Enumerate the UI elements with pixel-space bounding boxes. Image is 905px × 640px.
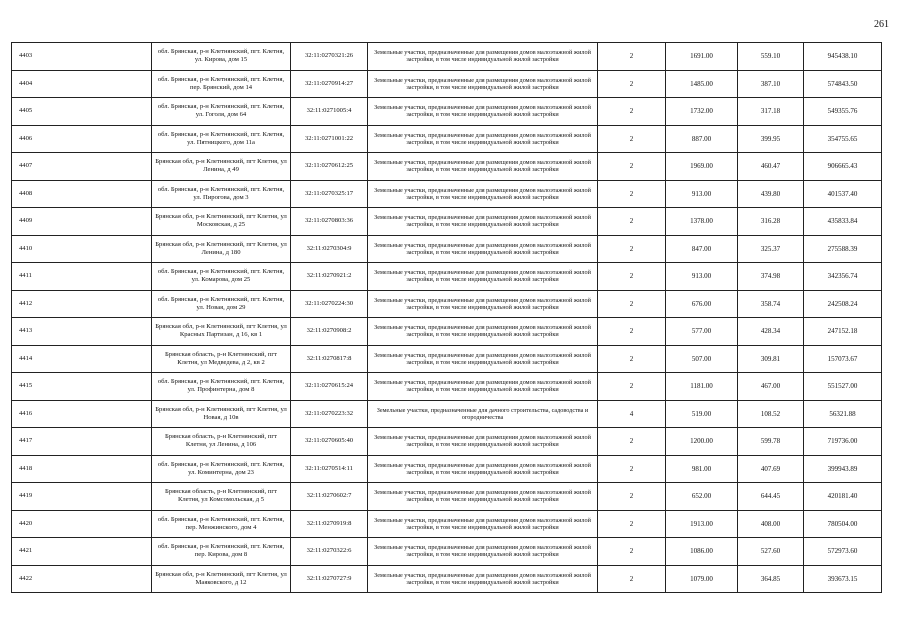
group-number-cell: 2 — [598, 180, 666, 208]
cadastral-number-cell: 32:11:0270321:26 — [291, 43, 368, 71]
row-number-cell: 4408 — [12, 180, 152, 208]
address-cell: обл. Брянская, р-н Клетнянский, пгт. Клетня, пер. Кирова, дом 8 — [152, 538, 291, 566]
permitted-use-cell: Земельные участки, предназначенные для размещения домов малоэтажной жилой застройки, в том числе индивидуальной жилой застройки — [368, 70, 598, 98]
group-number-cell: 2 — [598, 235, 666, 263]
table-row — [12, 428, 882, 456]
cadastral-number-cell: 32:11:0270304:9 — [291, 235, 368, 263]
cadastral-number-cell: 32:11:0270514:11 — [291, 455, 368, 483]
specific-value-cell: 317.18 — [738, 98, 804, 126]
cadastral-number-cell: 32:11:0270322:6 — [291, 538, 368, 566]
area-cell: 1200.00 — [666, 428, 738, 456]
table-row — [12, 318, 882, 346]
cadastral-number-cell: 32:11:0270914:27 — [291, 70, 368, 98]
address-cell: Брянская область, р-н Клетнянский, пгт Клетня, ул Ленина, д 106 — [152, 428, 291, 456]
area-cell: 847.00 — [666, 235, 738, 263]
area-cell: 887.00 — [666, 125, 738, 153]
permitted-use-cell: Земельные участки, предназначенные для размещения домов малоэтажной жилой застройки, в том числе индивидуальной жилой застройки — [368, 538, 598, 566]
permitted-use-cell: Земельные участки, предназначенные для размещения домов малоэтажной жилой застройки, в том числе индивидуальной жилой застройки — [368, 428, 598, 456]
row-number-cell: 4410 — [12, 235, 152, 263]
address-cell: Брянская обл, р-н Клетнянский, пгт Клетня, ул Маяковского, д 12 — [152, 565, 291, 593]
group-number-cell: 2 — [598, 483, 666, 511]
permitted-use-cell: Земельные участки, предназначенные для размещения домов малоэтажной жилой застройки, в том числе индивидуальной жилой застройки — [368, 318, 598, 346]
specific-value-cell: 316.28 — [738, 208, 804, 236]
address-cell: обл. Брянская, р-н Клетнянский, пгт. Клетня, ул. Новая, дом 29 — [152, 290, 291, 318]
cadastral-number-cell: 32:11:0270908:2 — [291, 318, 368, 346]
row-number-cell: 4406 — [12, 125, 152, 153]
specific-value-cell: 399.95 — [738, 125, 804, 153]
table-row — [12, 125, 882, 153]
cadastral-number-cell: 32:11:0270223:32 — [291, 400, 368, 428]
area-cell: 577.00 — [666, 318, 738, 346]
address-cell: обл. Брянская, р-н Клетнянский, пгт. Клетня, ул. Пирогова, дом 3 — [152, 180, 291, 208]
address-cell: Брянская область, р-н Клетнянский, пгт Клетня, ул Комсомольская, д 5 — [152, 483, 291, 511]
specific-value-cell: 358.74 — [738, 290, 804, 318]
address-cell: Брянская область, р-н Клетнянский, пгт Клетня, ул Медведева, д 2, кв 2 — [152, 345, 291, 373]
row-number-cell: 4411 — [12, 263, 152, 291]
cadastral-number-cell: 32:11:0270224:30 — [291, 290, 368, 318]
cadastral-value-cell: 551527.00 — [804, 373, 882, 401]
row-number-cell: 4409 — [12, 208, 152, 236]
cadastral-value-cell: 393673.15 — [804, 565, 882, 593]
area-cell: 1691.00 — [666, 43, 738, 71]
cadastral-value-cell: 945438.10 — [804, 43, 882, 71]
area-cell: 1913.00 — [666, 510, 738, 538]
row-number-cell: 4413 — [12, 318, 152, 346]
group-number-cell: 2 — [598, 345, 666, 373]
table-row — [12, 345, 882, 373]
group-number-cell: 2 — [598, 208, 666, 236]
specific-value-cell: 364.85 — [738, 565, 804, 593]
cadastral-value-cell: 420181.40 — [804, 483, 882, 511]
permitted-use-cell: Земельные участки, предназначенные для размещения домов малоэтажной жилой застройки, в том числе индивидуальной жилой застройки — [368, 290, 598, 318]
cadastral-number-cell: 32:11:0270817:8 — [291, 345, 368, 373]
cadastral-value-cell: 342356.74 — [804, 263, 882, 291]
group-number-cell: 2 — [598, 290, 666, 318]
cadastral-value-cell: 574843.50 — [804, 70, 882, 98]
address-cell: обл. Брянская, р-н Клетнянский, пгт. Клетня, ул. Пятницкого, дом 11а — [152, 125, 291, 153]
area-cell: 1485.00 — [666, 70, 738, 98]
group-number-cell: 2 — [598, 510, 666, 538]
cadastral-value-cell: 780504.00 — [804, 510, 882, 538]
specific-value-cell: 108.52 — [738, 400, 804, 428]
cadastral-value-cell: 572973.60 — [804, 538, 882, 566]
table-row — [12, 565, 882, 593]
specific-value-cell: 325.37 — [738, 235, 804, 263]
address-cell: обл. Брянская, р-н Клетнянский, пгт. Клетня, ул. Кирова, дом 15 — [152, 43, 291, 71]
group-number-cell: 2 — [598, 263, 666, 291]
specific-value-cell: 559.10 — [738, 43, 804, 71]
address-cell: Брянская обл, р-н Клетнянский, пгт Клетня, ул Красных Партизан, д 16, кв 1 — [152, 318, 291, 346]
table-row — [12, 208, 882, 236]
row-number-cell: 4407 — [12, 153, 152, 181]
address-cell: обл. Брянская, р-н Клетнянский, пгт. Клетня, ул. Профинтерна, дом 8 — [152, 373, 291, 401]
address-cell: Брянская обл, р-н Клетнянский, пгт Клетня, ул Новая, д 10в — [152, 400, 291, 428]
specific-value-cell: 644.45 — [738, 483, 804, 511]
cadastral-value-cell: 399943.89 — [804, 455, 882, 483]
area-cell: 913.00 — [666, 263, 738, 291]
group-number-cell: 2 — [598, 455, 666, 483]
row-number-cell: 4417 — [12, 428, 152, 456]
row-number-cell: 4405 — [12, 98, 152, 126]
address-cell: обл. Брянская, р-н Клетнянский, пгт. Клетня, ул. Комарова, дом 25 — [152, 263, 291, 291]
permitted-use-cell: Земельные участки, предназначенные для размещения домов малоэтажной жилой застройки, в том числе индивидуальной жилой застройки — [368, 43, 598, 71]
cadastral-value-cell: 549355.76 — [804, 98, 882, 126]
group-number-cell: 2 — [598, 125, 666, 153]
specific-value-cell: 408.00 — [738, 510, 804, 538]
specific-value-cell: 467.00 — [738, 373, 804, 401]
cadastral-number-cell: 32:11:0270803:36 — [291, 208, 368, 236]
group-number-cell: 2 — [598, 153, 666, 181]
cadastral-number-cell: 32:11:0270727:9 — [291, 565, 368, 593]
table-row — [12, 180, 882, 208]
row-number-cell: 4412 — [12, 290, 152, 318]
cadastral-value-cell: 242508.24 — [804, 290, 882, 318]
table-row — [12, 373, 882, 401]
permitted-use-cell: Земельные участки, предназначенные для размещения домов малоэтажной жилой застройки, в том числе индивидуальной жилой застройки — [368, 98, 598, 126]
group-number-cell: 2 — [598, 43, 666, 71]
group-number-cell: 2 — [598, 538, 666, 566]
address-cell: обл. Брянская, р-н Клетнянский, пгт. Клетня, пер. Менжинского, дом 4 — [152, 510, 291, 538]
specific-value-cell: 428.34 — [738, 318, 804, 346]
cadastral-value-cell: 906665.43 — [804, 153, 882, 181]
area-cell: 507.00 — [666, 345, 738, 373]
cadastral-value-cell: 247152.18 — [804, 318, 882, 346]
permitted-use-cell: Земельные участки, предназначенные для размещения домов малоэтажной жилой застройки, в том числе индивидуальной жилой застройки — [368, 345, 598, 373]
address-cell: Брянская обл, р-н Клетнянский, пгт Клетня, ул Ленина, д 49 — [152, 153, 291, 181]
permitted-use-cell: Земельные участки, предназначенные для размещения домов малоэтажной жилой застройки, в том числе индивидуальной жилой застройки — [368, 510, 598, 538]
row-number-cell: 4415 — [12, 373, 152, 401]
permitted-use-cell: Земельные участки, предназначенные для размещения домов малоэтажной жилой застройки, в том числе индивидуальной жилой застройки — [368, 180, 598, 208]
table-body — [12, 43, 882, 593]
area-cell: 1732.00 — [666, 98, 738, 126]
address-cell: обл. Брянская, р-н Клетнянский, пгт. Клетня, ул. Коминтерна, дом 23 — [152, 455, 291, 483]
table-row — [12, 538, 882, 566]
row-number-cell: 4421 — [12, 538, 152, 566]
permitted-use-cell: Земельные участки, предназначенные для размещения домов малоэтажной жилой застройки, в том числе индивидуальной жилой застройки — [368, 455, 598, 483]
cadastral-value-cell: 157073.67 — [804, 345, 882, 373]
cadastral-number-cell: 32:11:0270919:8 — [291, 510, 368, 538]
table-row — [12, 510, 882, 538]
group-number-cell: 2 — [598, 428, 666, 456]
group-number-cell: 4 — [598, 400, 666, 428]
address-cell: Брянская обл, р-н Клетнянский, пгт Клетня, ул Московская, д 25 — [152, 208, 291, 236]
group-number-cell: 2 — [598, 70, 666, 98]
row-number-cell: 4420 — [12, 510, 152, 538]
area-cell: 1079.00 — [666, 565, 738, 593]
area-cell: 913.00 — [666, 180, 738, 208]
specific-value-cell: 407.69 — [738, 455, 804, 483]
specific-value-cell: 527.60 — [738, 538, 804, 566]
area-cell: 676.00 — [666, 290, 738, 318]
group-number-cell: 2 — [598, 565, 666, 593]
table-row — [12, 263, 882, 291]
permitted-use-cell: Земельные участки, предназначенные для размещения домов малоэтажной жилой застройки, в том числе индивидуальной жилой застройки — [368, 235, 598, 263]
table-row — [12, 235, 882, 263]
area-cell: 519.00 — [666, 400, 738, 428]
cadastral-number-cell: 32:11:0270921:2 — [291, 263, 368, 291]
cadastral-number-cell: 32:11:0270612:25 — [291, 153, 368, 181]
specific-value-cell: 374.98 — [738, 263, 804, 291]
cadastral-value-cell: 401537.40 — [804, 180, 882, 208]
table-row — [12, 153, 882, 181]
table-row — [12, 400, 882, 428]
table-row — [12, 455, 882, 483]
cadastral-number-cell: 32:11:0270605:40 — [291, 428, 368, 456]
cadastral-value-cell: 435833.84 — [804, 208, 882, 236]
cadastral-value-cell: 56321.88 — [804, 400, 882, 428]
group-number-cell: 2 — [598, 373, 666, 401]
permitted-use-cell: Земельные участки, предназначенные для размещения домов малоэтажной жилой застройки, в том числе индивидуальной жилой застройки — [368, 373, 598, 401]
group-number-cell: 2 — [598, 98, 666, 126]
table-row — [12, 483, 882, 511]
cadastral-value-cell: 275588.39 — [804, 235, 882, 263]
page-number: 261 — [874, 19, 889, 30]
address-cell: обл. Брянская, р-н Клетнянский, пгт. Клетня, ул. Гоголя, дом 64 — [152, 98, 291, 126]
group-number-cell: 2 — [598, 318, 666, 346]
specific-value-cell: 460.47 — [738, 153, 804, 181]
row-number-cell: 4422 — [12, 565, 152, 593]
permitted-use-cell: Земельные участки, предназначенные для размещения домов малоэтажной жилой застройки, в том числе индивидуальной жилой застройки — [368, 208, 598, 236]
row-number-cell: 4418 — [12, 455, 152, 483]
permitted-use-cell: Земельные участки, предназначенные для размещения домов малоэтажной жилой застройки, в том числе индивидуальной жилой застройки — [368, 263, 598, 291]
area-cell: 652.00 — [666, 483, 738, 511]
table-row — [12, 70, 882, 98]
table-row — [12, 43, 882, 71]
specific-value-cell: 439.80 — [738, 180, 804, 208]
cadastral-value-table — [11, 42, 882, 593]
permitted-use-cell: Земельные участки, предназначенные для размещения домов малоэтажной жилой застройки, в том числе индивидуальной жилой застройки — [368, 565, 598, 593]
cadastral-value-cell: 719736.00 — [804, 428, 882, 456]
cadastral-number-cell: 32:11:0270325:17 — [291, 180, 368, 208]
table-row — [12, 290, 882, 318]
permitted-use-cell: Земельные участки, предназначенные для размещения домов малоэтажной жилой застройки, в том числе индивидуальной жилой застройки — [368, 153, 598, 181]
permitted-use-cell: Земельные участки, предназначенные для размещения домов малоэтажной жилой застройки, в том числе индивидуальной жилой застройки — [368, 483, 598, 511]
area-cell: 1181.00 — [666, 373, 738, 401]
permitted-use-cell: Земельные участки, предназначенные для размещения домов малоэтажной жилой застройки, в том числе индивидуальной жилой застройки — [368, 125, 598, 153]
specific-value-cell: 599.78 — [738, 428, 804, 456]
specific-value-cell: 309.81 — [738, 345, 804, 373]
area-cell: 1969.00 — [666, 153, 738, 181]
cadastral-number-cell: 32:11:0271005:4 — [291, 98, 368, 126]
row-number-cell: 4404 — [12, 70, 152, 98]
address-cell: Брянская обл, р-н Клетнянский, пгт Клетня, ул Ленина, д 180 — [152, 235, 291, 263]
cadastral-number-cell: 32:11:0270602:7 — [291, 483, 368, 511]
specific-value-cell: 387.10 — [738, 70, 804, 98]
address-cell: обл. Брянская, р-н Клетнянский, пгт. Клетня, пер. Брянский, дом 14 — [152, 70, 291, 98]
area-cell: 981.00 — [666, 455, 738, 483]
cadastral-number-cell: 32:11:0271001:22 — [291, 125, 368, 153]
row-number-cell: 4416 — [12, 400, 152, 428]
cadastral-value-cell: 354755.65 — [804, 125, 882, 153]
row-number-cell: 4419 — [12, 483, 152, 511]
table-row — [12, 98, 882, 126]
area-cell: 1086.00 — [666, 538, 738, 566]
row-number-cell: 4403 — [12, 43, 152, 71]
cadastral-number-cell: 32:11:0270615:24 — [291, 373, 368, 401]
permitted-use-cell: Земельные участки, предназначенные для дачного строительства, садоводства и огородничества — [368, 400, 598, 428]
row-number-cell: 4414 — [12, 345, 152, 373]
area-cell: 1378.00 — [666, 208, 738, 236]
